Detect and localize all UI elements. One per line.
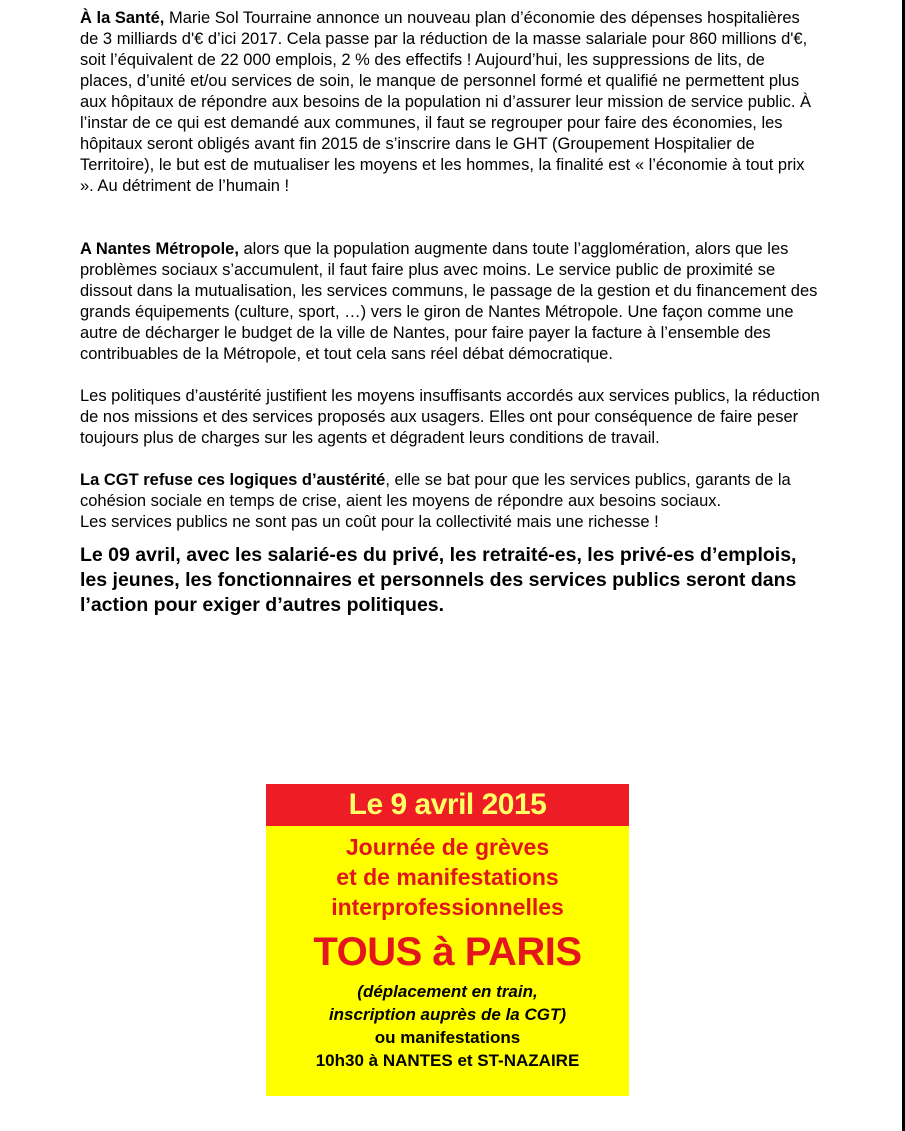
paragraph-austerite — [80, 386, 820, 449]
poster-subtitle — [266, 832, 629, 922]
paragraph-cgt — [80, 470, 820, 533]
poster-header: Le 9 avril 2015 — [266, 784, 629, 826]
poster-line: (déplacement en train, — [357, 982, 538, 1001]
poster-line: et de manifestations — [336, 864, 559, 890]
poster-line: 10h30 à NANTES et ST-NAZAIRE — [315, 1051, 580, 1070]
paragraph-line: Les services publics ne sont pas un coût pour la collectivité mais une richesse ! — [80, 513, 659, 531]
poster-line: inscription auprès de la CGT) — [328, 1005, 567, 1024]
paragraph-lead: La CGT refuse ces logiques d’austérité — [80, 471, 386, 489]
poster-line: ou manifestations — [374, 1028, 521, 1047]
paragraph-lead: A Nantes Métropole, — [80, 240, 239, 258]
paragraph-text: , elle se bat pour que les services publics, garants de la cohésion sociale en temps de crise, aient les moyens de répondre aux besoins sociaux. — [80, 471, 791, 510]
paragraph-text: Marie Sol Tourraine annonce un nouveau plan d’économie des dépenses hospitalières de 3 milliards d'€ d’ici 2017. Cela passe par la réduction de la masse salariale pour 860 millions d'€, soit l’équivalent de 22 000 emplois, 2 % des effectifs ! Aujourd’hui, les suppressions de lits, de places, d’unité et/ou services de soin, le manque de personnel formé et qualifié ne permettent plus aux hôpitaux de répondre aux besoins de la population ni d’assurer leur mission de service public. À l’instar de ce qui est demandé aux communes, il faut se regrouper pour faire des économies, les hôpitaux seront obligés avant fin 2015 de s’inscrire dans le GHT (Groupement Hospitalier de Territoire), le but est de mutualiser les moyens et les hommes, la finalité est « l’économie à tout prix ». Au détriment de l’humain ! — [80, 9, 812, 195]
paragraph-lead: À la Santé, — [80, 9, 165, 27]
callout-text: Le 09 avril, avec les salarié-es du privé, les retraité-es, les privé-es d’emplois, les jeunes, les fonctionnaires et personnels des services publics seront dans l’action pour exiger d’autres politiques. — [80, 544, 797, 616]
paragraph-text: alors que la population augmente dans toute l’agglomération, alors que les problèmes sociaux s’accumulent, il faut faire plus avec moins. Le service public de proximité se dissout dans la mutualisation, les services communs, le passage de la gestion et du financement des grands équipements (culture, sport, …) vers le giron de Nantes Métropole. Une façon comme une autre de décharger le budget de la ville de Nantes, pour faire payer la facture à l’ensemble des contribuables de la Métropole, et tout cela sans réel débat démocratique. — [80, 240, 818, 363]
poster-line: interprofessionnelles — [331, 894, 564, 920]
paragraph-sante — [80, 8, 820, 197]
article-body — [80, 8, 820, 638]
paragraph-text: Les politiques d’austérité justifient les moyens insuffisants accordés aux services publics, la réduction de nos missions et des services proposés aux usagers. Elles ont pour conséquence de faire peser toujours plus de charges sur les agents et dégradent leurs conditions de travail. — [80, 387, 820, 447]
paragraph-nantes-metropole — [80, 239, 820, 365]
poster-headline: TOUS à PARIS — [313, 930, 582, 974]
poster-details — [266, 980, 629, 1072]
poster-line: Journée de grèves — [345, 834, 550, 860]
strike-poster — [266, 784, 629, 1096]
